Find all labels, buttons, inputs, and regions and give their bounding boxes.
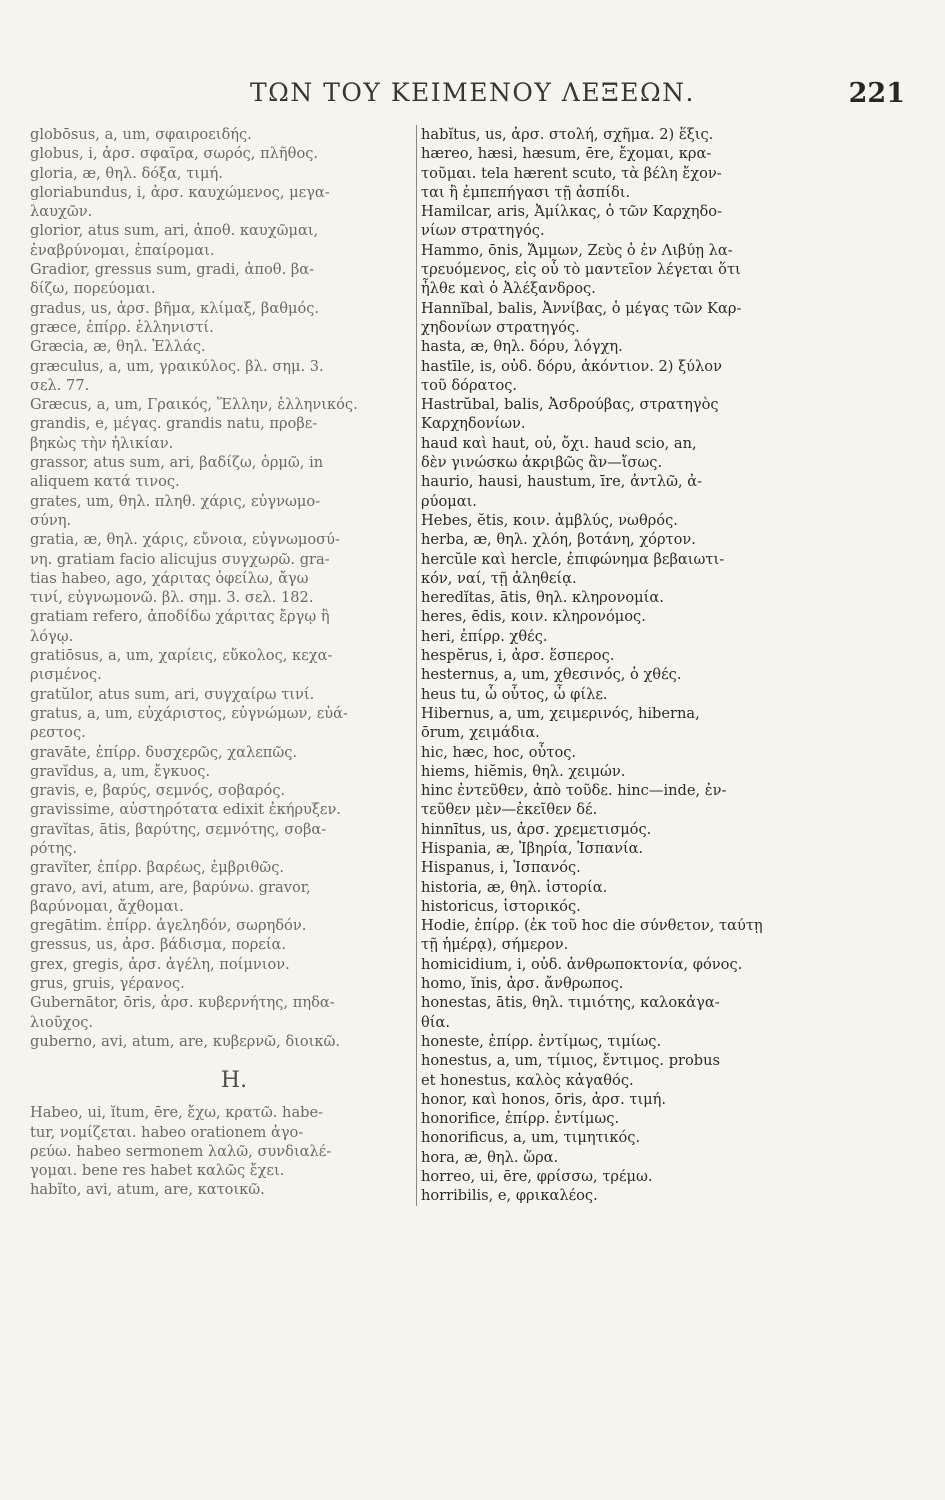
dictionary-entry-line: Hammo, ōnis, Ἄμμων, Ζεὺς ὁ ἐν Λιβύῃ λα- [421,241,733,259]
dictionary-entry-line: græculus, a, um, γραικύλος. βλ. σημ. 3. [30,357,324,375]
dictionary-entry-line: Habeo, ui, ĭtum, ēre, ἔχω, κρατῶ. habe- [30,1104,324,1122]
dictionary-entry-line: Gubernātor, ōris, ἀρσ. κυβερνήτης, πηδα- [30,994,335,1012]
page-number: 221 [848,78,905,109]
left-column [30,125,438,1200]
dictionary-entry-line: grex, gregis, ἀρσ. ἀγέλη, ποίμνιον. [30,955,290,973]
dictionary-entry-line: Hamilcar, aris, Ἀμίλκας, ὁ τῶν Καρχηδο- [421,203,722,221]
dictionary-entry-line: Hebes, ĕtis, κοιν. ἀμβλύς, νωθρός. [421,511,678,529]
dictionary-entry-line: gravĭtas, ātis, βαρύτης, σεμνότης, σοβα- [30,820,327,838]
dictionary-entry-line: honeste, ἐπίρρ. ἐντίμως, τιμίως. [421,1032,662,1050]
dictionary-entry-line: glorior, atus sum, ari, ἀποθ. καυχῶμαι, [30,222,319,240]
dictionary-entry-line: globōsus, a, um, σφαιροειδής. [30,126,252,143]
dictionary-entry-line: historia, æ, θηλ. ἱστορία. [421,878,608,896]
dictionary-entry-line: τινί, εὐγνωμονῶ. βλ. σημ. 3. σελ. 182. [30,589,314,607]
dictionary-entry-line: κόν, ναί, τῇ ἀληθείᾳ. [421,569,577,587]
running-title: ΤΩΝ ΤΟΥ ΚΕΙΜΕΝΟΥ ΛΕΞΕΩΝ. [249,78,695,107]
dictionary-entry-line: Hastrŭbal, balis, Ἀσδρούβας, στρατηγὸς [421,396,719,414]
dictionary-entry-line: ται ἢ ἐμπεπήγασι τῇ ἀσπίδι. [421,183,631,201]
dictionary-entry-line: Καρχηδονίων. [421,415,526,433]
dictionary-entry-line: haurio, hausi, haustum, īre, ἀντλῶ, ἀ- [421,473,703,491]
dictionary-entry-line: gravis, e, βαρύς, σεμνός, σοβαρός. [30,782,286,800]
dictionary-entry-line: θία. [421,1013,451,1031]
dictionary-entry-line: aliquem κατά τινος. [30,473,180,491]
dictionary-entry-line: ρότης. [30,839,77,857]
dictionary-entry-line: horreo, ui, ēre, φρίσσω, τρέμω. [421,1168,653,1186]
dictionary-entry-line: gravo, avi, atum, are, βαρύνω. gravor, [30,878,311,896]
dictionary-entry-line: βηκὼς τὴν ἡλικίαν. [30,434,174,452]
dictionary-entry-line: gravissime, αὐστηρότατα edixit ἐκήρυξεν. [30,801,342,819]
dictionary-entry-line: herba, æ, θηλ. χλόη, βοτάνη, χόρτον. [421,531,696,549]
dictionary-entry-line: grandis, e, μέγας. grandis natu, προβε- [30,415,318,433]
dictionary-entry-line: heus tu, ὦ οὗτος, ὦ φίλε. [421,685,608,703]
dictionary-entry-line: hora, æ, θηλ. ὥρα. [421,1148,559,1166]
dictionary-entry-line: ρισμένος. [30,666,102,684]
dictionary-entry-line: homicidium, i, οὐδ. ἀνθρωποκτονία, φόνος. [421,955,743,973]
dictionary-entry-line: τεῦθεν μὲν—ἐκεῖθεν δέ. [421,801,598,819]
dictionary-entry-line: Hispania, æ, Ἰβηρία, Ἱσπανία. [421,839,644,857]
dictionary-entry-line: ἐναβρύνομαι, ἐπαίρομαι. [30,241,215,259]
dictionary-entry-line: λαυχῶν. [30,203,93,221]
dictionary-entry-line: gratus, a, um, εὐχάριστος, εὐγνώμων, εὐά- [30,704,348,722]
dictionary-entry-line: hinc ἐντεῦθεν, ἀπὸ τοῦδε. hinc—inde, ἐν- [421,782,727,800]
dictionary-entry-line: græce, ἐπίρρ. ἑλληνιστί. [30,318,214,336]
dictionary-entry-line: gratia, æ, θηλ. χάρις, εὔνοια, εὐγνωμοσύ- [30,531,340,549]
right-column [416,125,821,1206]
dictionary-entry-line: gratŭlor, atus sum, ari, συγχαίρω τινί. [30,685,315,703]
dictionary-entry-line: honestus, a, um, τίμιος, ἔντιμος. probus [421,1052,721,1070]
dictionary-entry-line: horribilis, e, φρικαλέος. [421,1187,598,1205]
dictionary-entry-line: honorificus, a, um, τιμητικός. [421,1129,641,1147]
dictionary-entry-line: hastīle, is, οὐδ. δόρυ, ἀκόντιον. 2) ξύλον [421,357,722,375]
dictionary-entry-line: habĭto, avi, atum, are, κατοικῶ. [30,1181,265,1199]
dictionary-entry-line: δίζω, πορεύομαι. [30,280,156,298]
dictionary-entry-line: hic, hæc, hoc, οὗτος. [421,743,577,761]
dictionary-entry-line: gregātim. ἐπίρρ. ἀγεληδόν, σωρηδόν. [30,917,307,935]
dictionary-entry-line: νη. gratiam facio alicujus συγχωρῶ. gra- [30,550,330,568]
dictionary-entry-line: Græcus, a, um, Γραικός, Ἕλλην, ἑλληνικός. [30,396,358,414]
dictionary-entry-line: σελ. 77. [30,376,90,394]
running-header [40,78,905,118]
dictionary-entry-line: hesternus, a, um, χθεσινός, ὁ χθές. [421,666,682,684]
dictionary-entry-line: λόγῳ. [30,627,74,645]
dictionary-entry-line: habĭtus, us, ἀρσ. στολή, σχῆμα. 2) ἕξις. [421,126,714,143]
dictionary-entry-line: haud καὶ haut, οὐ, ὄχι. haud scio, an, [421,434,697,452]
dictionary-entry-line: tias habeo, ago, χάριτας ὀφείλω, ἄγω [30,569,309,587]
dictionary-entry-line: γομαι. bene res habet καλῶς ἔχει. [30,1162,285,1180]
dictionary-entry-line: Hispanus, i, Ἱσπανός. [421,859,581,877]
dictionary-entry-line: τοῦ δόρατος. [421,376,518,394]
dictionary-entry-line: honestas, ātis, θηλ. τιμιότης, καλοκἀγα- [421,994,720,1012]
dictionary-entry-line: gradus, us, ἀρσ. βῆμα, κλίμαξ, βαθμός. [30,299,320,317]
dictionary-entry-line: gravĭdus, a, um, ἔγκυος. [30,762,211,780]
dictionary-entry-line: honorifice, ἐπίρρ. ἐντίμως. [421,1110,620,1128]
dictionary-entry-line: historicus, ἱστορικός. [421,897,581,915]
dictionary-entry-line: gratiam refero, ἀποδίδω χάριτας ἔργῳ ἢ [30,608,330,626]
dictionary-entry-line: globus, i, ἀρσ. σφαῖρα, σωρός, πλῆθος. [30,145,319,163]
dictionary-entry-line: guberno, avi, atum, are, κυβερνῶ, διοικῶ. [30,1032,341,1050]
dictionary-entry-line: Græcia, æ, θηλ. Ἑλλάς. [30,338,206,356]
dictionary-entry-line: hiems, hiĕmis, θηλ. χειμών. [421,762,626,780]
dictionary-entry-line: homo, ĭnis, ἀρσ. ἄνθρωπος. [421,975,624,993]
dictionary-entry-line: σύνη. [30,511,72,529]
dictionary-entry-line: χηδονίων στρατηγός. [421,318,580,336]
dictionary-entry-line: gloriabundus, i, ἀρσ. καυχώμενος, μεγα- [30,183,330,201]
dictionary-entry-line: hespĕrus, i, ἀρσ. ἕσπερος. [421,647,615,665]
dictionary-entry-line: λιοῦχος. [30,1013,94,1031]
dictionary-entry-line: gravāte, ἐπίρρ. δυσχερῶς, χαλεπῶς. [30,743,298,761]
dictionary-entry-line: hinnītus, us, ἀρσ. χρεμετισμός. [421,820,652,838]
dictionary-entry-line: Hannĭbal, balis, Ἀννίβας, ὁ μέγας τῶν Καρ- [421,299,742,317]
dictionary-entry-line: Hibernus, a, um, χειμερινός, hiberna, [421,704,700,722]
dictionary-entry-line: Hodie, ἐπίρρ. (ἐκ τοῦ hoc die σύνθετον, ταύτῃ [421,917,763,935]
dictionary-entry-line: νίων στρατηγός. [421,222,545,240]
section-heading: H. [220,1068,248,1094]
dictionary-entry-line: hæreo, hæsi, hæsum, ēre, ἔχομαι, κρα- [421,145,712,163]
dictionary-entry-line: δὲν γινώσκω ἀκριβῶς ἂν—ἴσως. [421,454,663,472]
dictionary-entry-line: ἦλθε καὶ ὁ Ἀλέξανδρος. [421,280,596,298]
dictionary-entry-line: grates, um, θηλ. πληθ. χάρις, εὐγνωμο- [30,492,321,510]
dictionary-entry-line: honor, καὶ honos, ōris, ἀρσ. τιμή. [421,1090,667,1108]
dictionary-entry-line: ρεύω. habeo sermonem λαλῶ, συνδιαλέ- [30,1142,332,1160]
dictionary-entry-line: τρευόμενος, εἰς οὗ τὸ μαντεῖον λέγεται ὅτι [421,261,741,279]
dictionary-entry-line: ōrum, χειμάδια. [421,724,540,742]
dictionary-entry-line: heres, ēdis, κοιν. κληρονόμος. [421,608,646,626]
dictionary-entry-line: heri, ἐπίρρ. χθές. [421,627,548,645]
dictionary-entry-line: hercŭle καὶ hercle, ἐπιφώνημα βεβαιωτι- [421,550,725,568]
dictionary-entry-line: Gradior, gressus sum, gradi, ἀποθ. βα- [30,261,315,279]
dictionary-entry-line: τοῦμαι. tela hærent scuto, τὰ βέλη ἔχον- [421,164,722,182]
dictionary-entry-line: tur, νομίζεται. habeo orationem ἀγο- [30,1123,304,1141]
dictionary-entry-line: ρεστος. [30,724,86,742]
dictionary-entry-line: τῇ ἡμέρᾳ), σήμερον. [421,936,569,954]
dictionary-entry-line: gloria, æ, θηλ. δόξα, τιμή. [30,164,223,182]
dictionary-entry-line: et honestus, καλὸς κἀγαθός. [421,1071,634,1089]
dictionary-entry-line: βαρύνομαι, ἄχθομαι. [30,897,184,915]
dictionary-entry-line: hasta, æ, θηλ. δόρυ, λόγχη. [421,338,623,356]
dictionary-entry-line: grassor, atus sum, ari, βαδίζω, ὁρμῶ, in [30,454,324,472]
dictionary-entry-line: gratiōsus, a, um, χαρίεις, εὔκολος, κεχα- [30,647,333,665]
dictionary-entry-line: gravĭter, ἐπίρρ. βαρέως, ἐμβριθῶς. [30,859,285,877]
dictionary-entry-line: heredĭtas, ātis, θηλ. κληρονομία. [421,589,664,607]
dictionary-entry-line: ρύομαι. [421,492,477,510]
dictionary-entry-line: grus, gruis, γέρανος. [30,975,185,993]
dictionary-entry-line: gressus, us, ἀρσ. βάδισμα, πορεία. [30,936,287,954]
